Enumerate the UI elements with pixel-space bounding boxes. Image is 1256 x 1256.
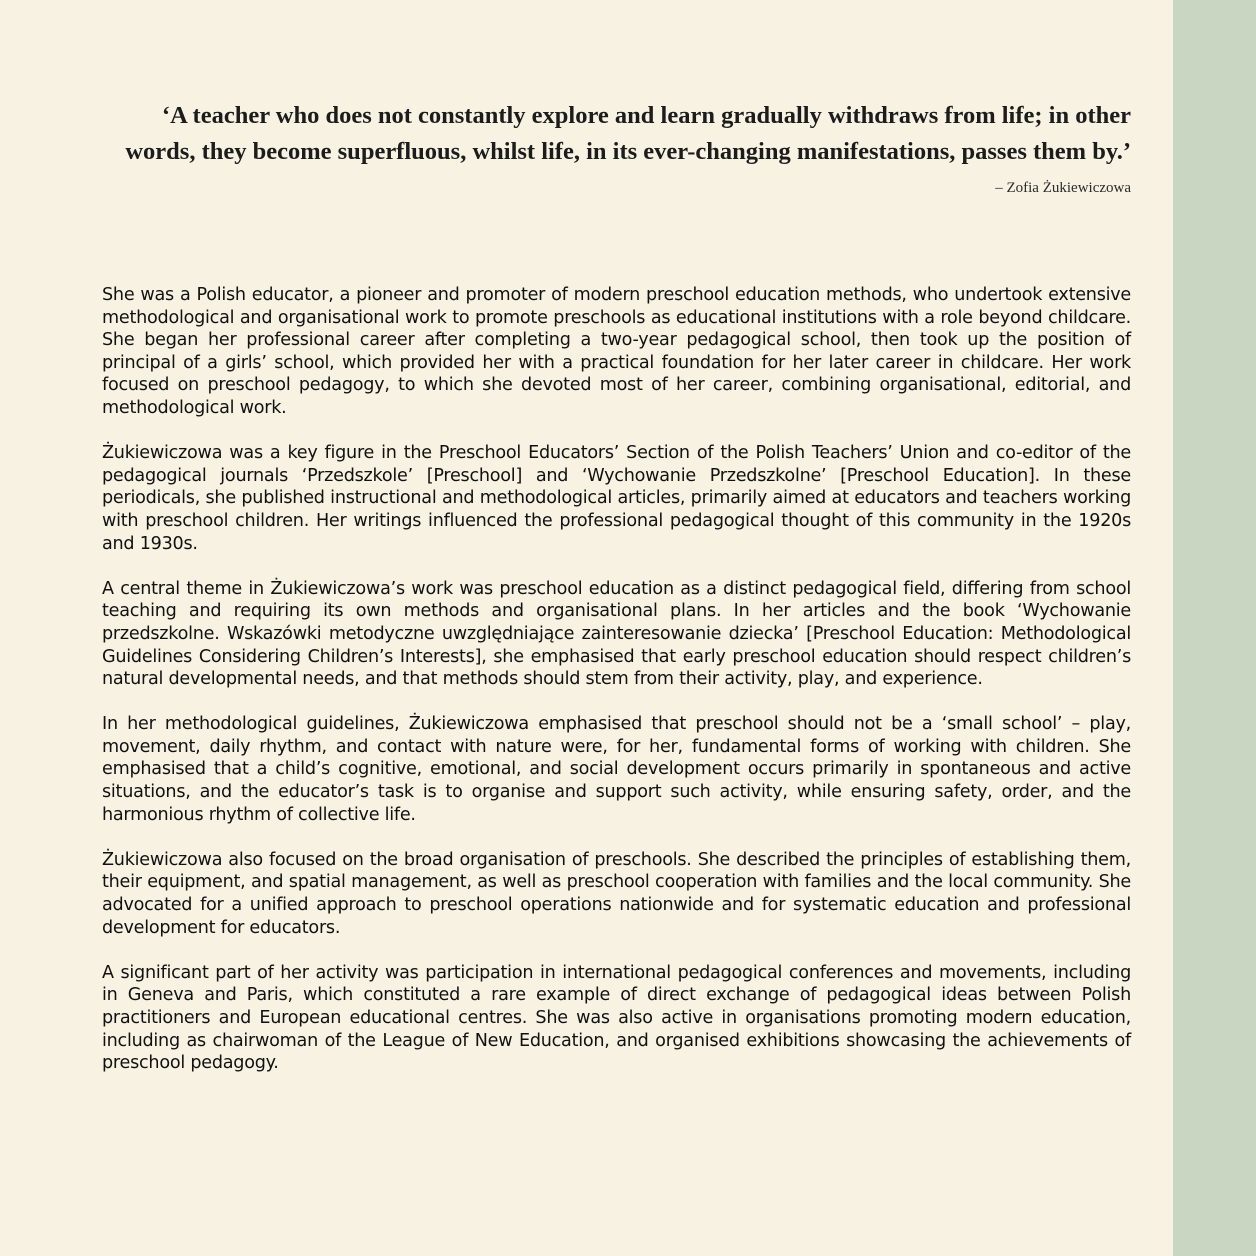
biography-text <box>102 284 1131 1097</box>
epigraph-author: – Zofia Żukiewiczowa <box>995 180 1131 196</box>
paragraph-3: A central theme in Żukiewiczowa’s work was preschool education as a distinct pedagogical field, differing from school teaching and requiring its own methods and organisational plans. In her articles and the book ‘Wychowanie przedszkolne. Wskazówki metodyczne uwzględniające zainteresowanie dziecka’ [Preschool Education: Methodological Guidelines Considering Children’s Interests], she emphasised that early preschool education should respect children’s natural developmental needs, and that methods should stem from their activity, play, and experience. <box>102 578 1131 690</box>
paragraph-1: She was a Polish educator, a pioneer and promoter of modern preschool education methods, who undertook extensive methodological and organisational work to promote preschools as educational institutions with a role beyond childcare. She began her professional career after completing a two-year pedagogical school, then took up the position of principal of a girls’ school, which provided her with a practical foundation for her later career in childcare. Her work focused on preschool pedagogy, to which she devoted most of her career, combining organisational, editorial, and methodological work. <box>102 285 1131 418</box>
paragraph-5: Żukiewiczowa also focused on the broad organisation of preschools. She described the principles of establishing them, their equipment, and spatial management, as well as preschool cooperation with families and the local community. She advocated for a unified approach to preschool operations nationwide and for systematic education and professional development for educators. <box>102 849 1131 938</box>
paragraph-6: A significant part of her activity was participation in international pedagogical conferences and movements, including in Geneva and Paris, which constituted a rare example of direct exchange of pedagogical ideas between Polish practitioners and European educational centres. She was also active in organisations promoting modern education, including as chairwoman of the League of New Education, and organised exhibitions showcasing the achievements of preschool pedagogy. <box>102 962 1131 1074</box>
paragraph-4: In her methodological guidelines, Żukiewiczowa emphasised that preschool should not be a ‘small school’ – play, movement, daily rhythm, and contact with nature were, for her, fundamental forms of working with children. She emphasised that a child’s cognitive, emotional, and social development occurs primarily in spontaneous and active situations, and the educator’s task is to organise and support such activity, while ensuring safety, order, and the harmonious rhythm of collective life. <box>102 714 1131 825</box>
decorative-side-band <box>1173 0 1256 1256</box>
epigraph-quote: ‘A teacher who does not constantly explore and learn gradually withdraws from life; in other words, they become superfluous, whilst life, in its ever-changing manifestations, passes them by.’ <box>125 102 1131 165</box>
epigraph <box>102 98 1131 198</box>
paragraph-2: Żukiewiczowa was a key figure in the Preschool Educators’ Section of the Polish Teachers’ Union and co-editor of the pedagogical journals ‘Przedszkole’ [Preschool] and ‘Wychowanie Przedszkolne’ [Preschool Education]. In these periodicals, she published instructional and methodological articles, primarily aimed at educators and teachers working with preschool children. Her writings influenced the professional pedagogical thought of this community in the 1920s and 1930s. <box>102 443 1131 554</box>
